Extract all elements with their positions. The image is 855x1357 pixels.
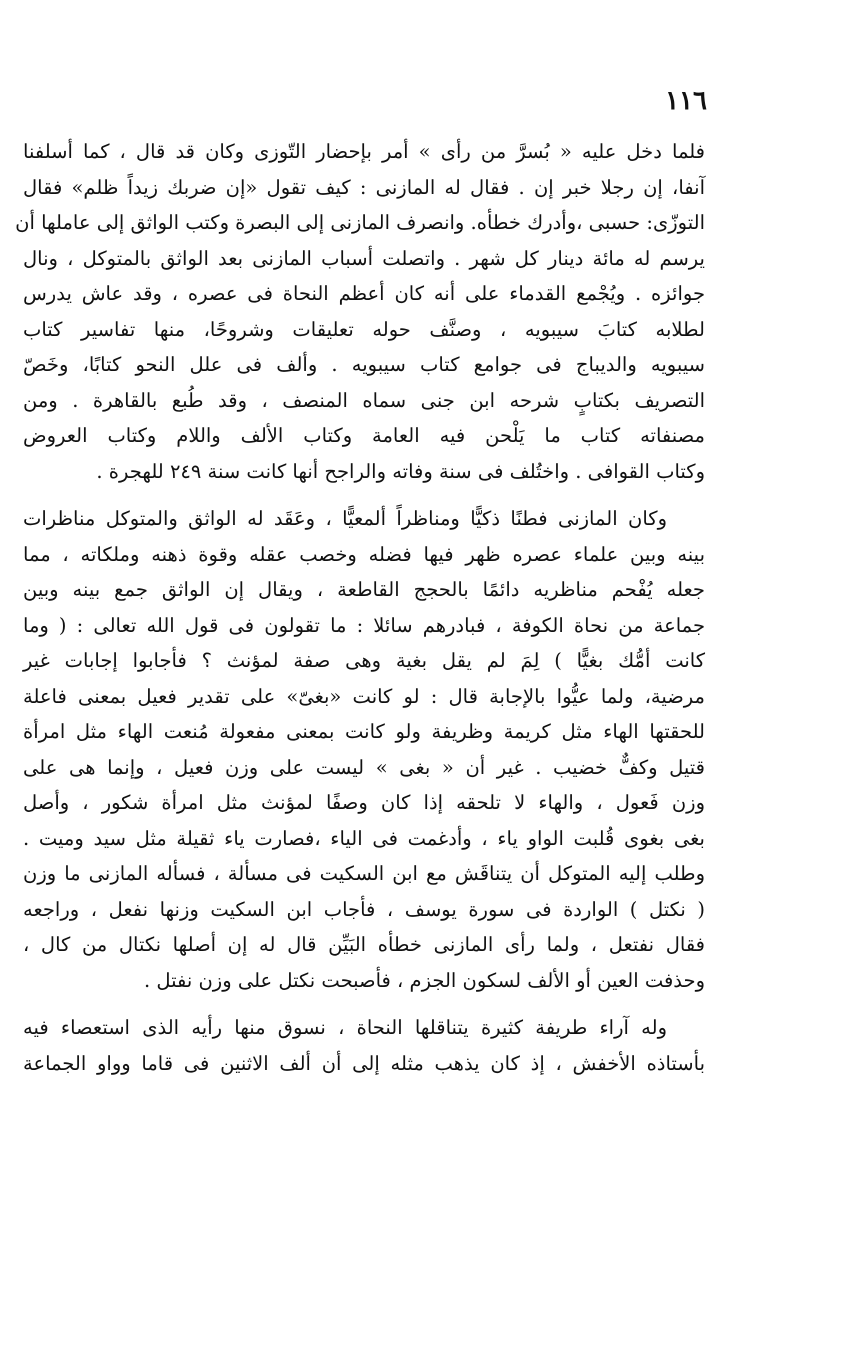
text-line: سيبويه والديباج فى جوامع كتاب سيبويه . وألف فى علل النحو كتابًا، وخَصّ — [23, 353, 705, 376]
text-line: وزن فَعول ، والهاء لا تلحقه إذا كان وصفًا لمؤنث مثل امرأة شكور ، وأصل — [23, 791, 705, 814]
text-line: جماعة من نحاة الكوفة ، فبادرهم سائلا : ما تقولون فى قول الله تعالى : ( وما — [23, 613, 705, 637]
text-line: بغى بغوى قُلبت الواو ياء ، وأدغمت فى الياء ،فصارت ياء ثقيلة مثل سيد وميت . — [23, 826, 705, 850]
paragraph-2 — [23, 501, 705, 998]
text-line: وكتاب القوافى . واختُلف فى سنة وفاته والراجح أنها كانت سنة ٢٤٩ للهجرة . — [96, 459, 705, 483]
text-line: للحقتها الهاء مثل كريمة وظريفة ولو كانت بمعنى مفعولة مُنعت الهاء مثل امرأة — [23, 720, 705, 743]
body-text — [15, 134, 705, 1093]
text-line: جوائزه . ويُجْمع القدماء على أنه كان أعظم النحاة فى عصره ، وقد عاش يدرس — [23, 282, 705, 305]
text-line: وكان المازنى فطنًا ذكيًّا ومناظراً ألمعيًّا ، وعَقَد له الواثق والمتوكل مناظرات — [23, 507, 667, 530]
text-line: وحذفت العين أو الألف لسكون الجزم ، فأصبحت نكتل على وزن نفتل . — [143, 968, 705, 992]
page-number: ١١٦ — [665, 86, 707, 116]
text-line: فقال نفتعل ، ولما رأى المازنى خطأه البَيِّن قال له إن أصلها نكتال من كال ، — [23, 933, 705, 956]
text-line: مصنفاته كتاب ما يَلْحن فيه العامة وكتاب الألف واللام وكتاب العروض — [23, 424, 705, 447]
paragraph-1 — [15, 134, 705, 489]
text-line: بأستاذه الأخفش ، إذ كان يذهب مثله إلى أن ألف الاثنين فى قاما وواو الجماعة — [23, 1051, 705, 1075]
paragraph-3 — [23, 1010, 705, 1081]
text-line: كانت أمُّك بغيًّا ) لِمَ لم يقل بغية وهى صفة لمؤنث ؟ فأجابوا إجابات غير — [23, 649, 705, 672]
text-line: جعله يُفْحم مناظريه دائمًا بالحجج القاطعة ، ويقال إن الواثق جمع بينه وبين — [23, 578, 705, 601]
text-line: وله آراء طريفة كثيرة يتناقلها النحاة ، نسوق منها رأيه الذى استعصاء فيه — [23, 1016, 667, 1039]
text-line: يرسم له مائة دينار كل شهر . واتصلت أسباب المازنى بعد الواثق بالمتوكل ، ونال — [23, 246, 705, 270]
text-line: التصريف بكتابٍ شرحه ابن جنى سماه المنصف ، وقد طُبع بالقاهرة . ومن — [23, 388, 705, 412]
text-line: التوزّى: حسبى ،وأدرك خطأه. وانصرف المازنى إلى البصرة وكتب الواثق إلى عاملها أن — [15, 211, 705, 234]
text-line: بينه وبين علماء عصره ظهر فيها فضله وخصب عقله وقوة ذهنه وملكاته ، مما — [23, 542, 705, 566]
text-line: لطلابه كتابَ سيبويه ، وصنَّف حوله تعليقات وشروحًا، منها تفاسير كتاب — [23, 317, 705, 341]
text-line: وطلب إليه المتوكل أن يتناقَش مع ابن السكيت فى مسألة ، فسأله المازنى ما وزن — [23, 862, 705, 885]
text-line: مرضية، ولما عيُّوا بالإجابة قال : لو كانت «بغىّ» على تقدير فعيل بمعنى فاعلة — [23, 684, 705, 708]
text-line: ( نكتل ) الواردة فى سورة يوسف ، فأجاب ابن السكيت وزنها نفعل ، وراجعه — [23, 897, 705, 921]
text-line: قتيل وكفٌّ خضيب . غير أن « بغى » ليست على وزن فعيل ، وإنما هى على — [23, 755, 705, 779]
text-line: فلما دخل عليه « بُسرَّ من رأى » أمر بإحضار التّوزى وكان قد قال ، كما أسلفنا — [23, 140, 705, 163]
text-line: آنفا، إن رجلا خبر إن . فقال له المازنى : كيف تقول «إن ضربك زيداً ظلم» فقال — [23, 175, 705, 199]
